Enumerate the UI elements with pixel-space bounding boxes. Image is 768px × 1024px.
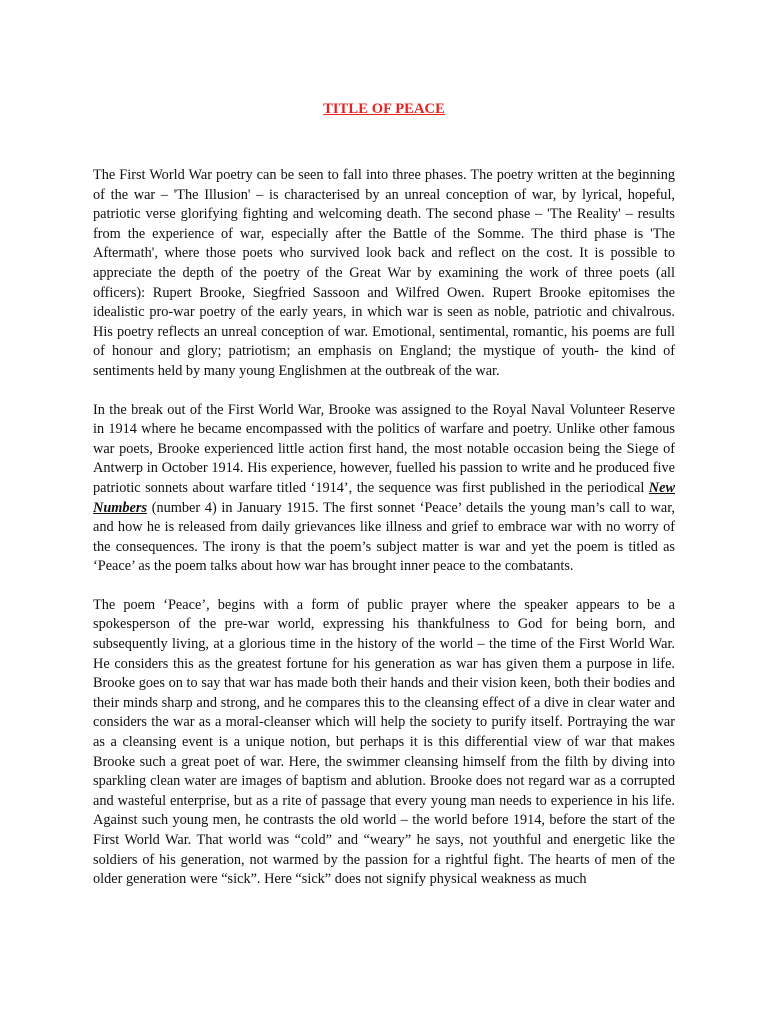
paragraph-2-before: In the break out of the First World War, Brooke was assigned to the Royal Naval Volunteer Reserve in 1914 where he became encompassed with the politics of warfare and poetry. Unlike other famous war poets, Brooke experienced little action first hand, the most notable occasion being the Siege of Antwerp in October 1914. His experience, however, fuelled his passion to write and he produced five patriotic sonnets about warfare titled ‘1914’, the sequence was first published in the periodical xyxy=(93,401,675,496)
paragraph-2 xyxy=(93,401,675,577)
paragraph-2-after: (number 4) in January 1915. The first sonnet ‘Peace’ details the young man’s call to war, and how he is released from daily grievances like illness and grief to embrace war with no worry of the consequences. The irony is that the poem’s subject matter is war and yet the poem is titled as ‘Peace’ as the poem talks about how war has brought inner peace to the combatants. xyxy=(93,499,675,575)
paragraph-3: The poem ‘Peace’, begins with a form of public prayer where the speaker appears to be a spokesperson of the pre-war world, expressing his thankfulness to God for being born, and subsequently living, at a glorious time in the history of the world – the time of the First World War. He considers this as the greatest fortune for his generation as war has given them a purpose in life. Brooke goes on to say that war has made both their hands and their vision keen, both their bodies and their minds sharp and strong, and he compares this to the cleansing effect of a dive in clear water and considers the war as a moral-cleanser which will help the society to purify itself. Portraying the war as a cleansing event is a unique notion, but perhaps it is this differential view of war that makes Brooke such a great poet of war. Here, the swimmer cleansing himself from the filth by diving into sparkling clean water are images of baptism and ablution. Brooke does not regard war as a corrupted and wasteful enterprise, but as a rite of passage that every young man needs to experience in his life. Against such young men, he contrasts the old world – the world before 1914, before the start of the First World War. That world was “cold” and “weary” he says, not youthful and energetic like the soldiers of his generation, not warmed by the passion for a rightful fight. The hearts of men of the older generation were “sick”. Here “sick” does not signify physical weakness as much xyxy=(93,596,675,888)
document-body xyxy=(93,166,675,909)
document-title: TITLE OF PEACE xyxy=(323,101,445,117)
periodical-title: New Numbers xyxy=(93,479,675,516)
paragraph-1: The First World War poetry can be seen to fall into three phases. The poetry written at the beginning of the war – 'The Illusion' – is characterised by an unreal conception of war, by lyrical, hopeful, patriotic verse glorifying fighting and welcoming death. The second phase – 'The Reality' – results from the experience of war, especially after the Battle of the Somme. The third phase is 'The Aftermath', where those poets who survived look back and reflect on the cost. It is possible to appreciate the depth of the poetry of the Great War by examining the work of three poets (all officers): Rupert Brooke, Siegfried Sassoon and Wilfred Owen. Rupert Brooke epitomises the idealistic pro-war poetry of the early years, in which war is seen as noble, patriotic and chivalrous. His poetry reflects an unreal conception of war. Emotional, sentimental, romantic, his poems are full of honour and glory; patriotism; an emphasis on England; the mystique of youth- the kind of sentiments held by many young Englishmen at the outbreak of the war. xyxy=(93,167,675,379)
